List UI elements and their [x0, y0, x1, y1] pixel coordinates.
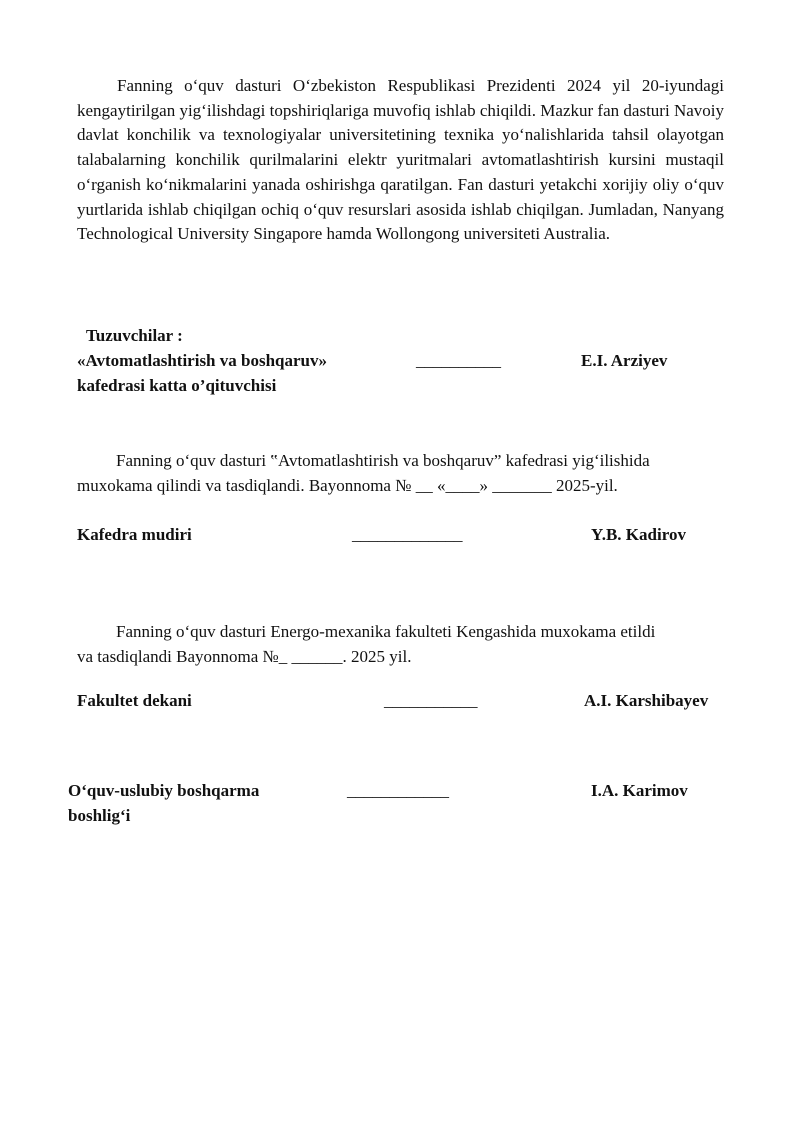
intro-paragraph — [77, 74, 724, 247]
faculty-approval-line2: va tasdiqlandi Bayonnoma №_ ______. 2025 yil. — [77, 647, 412, 666]
department-head-signature-line: _____________ — [352, 525, 463, 544]
dean-title: Fakultet dekani — [77, 691, 192, 710]
department-head-title: Kafedra mudiri — [77, 525, 192, 544]
compilers-position-line2: kafedrasi katta o’qituvchisi — [77, 376, 277, 395]
dean-name: A.I. Karshibayev — [584, 691, 709, 710]
methodology-head-title-line2: boshlig‘i — [68, 806, 131, 825]
methodology-head-title-line1: O‘quv-uslubiy boshqarma — [68, 781, 260, 800]
compilers-signature-line: __________ — [416, 351, 501, 370]
methodology-head-name: I.A. Karimov — [591, 781, 688, 800]
dean-signature-line: ___________ — [384, 691, 478, 710]
compilers-position-line1: «Avtomatlashtirish va boshqaruv» — [77, 351, 327, 370]
department-approval-line1: Fanning o‘quv dasturi ‟Avtomatlashtirish va boshqaruv” kafedrasi yig‘ilishida — [116, 451, 650, 470]
methodology-head-signature-line: ____________ — [347, 781, 449, 800]
compilers-heading: Tuzuvchilar : — [86, 326, 183, 345]
department-head-name: Y.B. Kadirov — [591, 525, 686, 544]
compilers-name: E.I. Arziyev — [581, 351, 668, 370]
faculty-approval-line1: Fanning o‘quv dasturi Energo-mexanika fakulteti Kengashida muxokama etildi — [116, 622, 656, 641]
department-approval-line2: muxokama qilindi va tasdiqlandi. Bayonnoma № __ «____» _______ 2025-yil. — [77, 476, 618, 495]
intro-text: Fanning o‘quv dasturi O‘zbekiston Respublikasi Prezidenti 2024 yil 20-iyundagi kengaytirilgan yig‘ilishdagi topshiriqlariga muvofiq ishlab chiqildi. Mazkur fan dasturi Navoiy davlat konchilik va texnologiyalar universitetining texnika yo‘nalishlarida tahsil olayotgan talabalarning konchilik qurilmalarini elektr yuritmalari avtomatlashtirish kursini mustaqil o‘rganish ko‘nikmalarini yanada oshirishga qaratilgan. Fan dasturi yetakchi xorijiy oliy o‘quv yurtlarida ishlab chiqilgan ochiq o‘quv resurslari asosida ishlab chiqilgan. Jumladan, Nanyang Technological University Singapore hamda Wollongong universiteti Australia. — [77, 76, 724, 244]
